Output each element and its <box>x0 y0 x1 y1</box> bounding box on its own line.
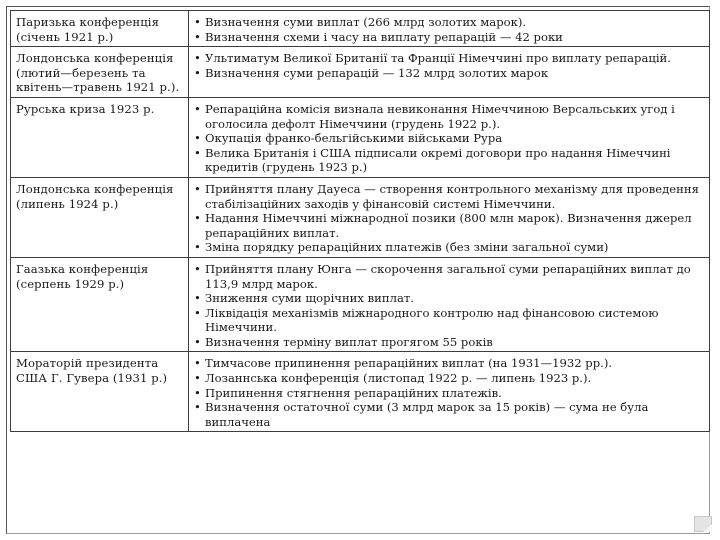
facts-cell <box>189 177 710 257</box>
facts-cell <box>189 47 710 98</box>
bullet-icon: • <box>194 400 201 415</box>
fact-text: Прийняття плану Дауеса — створення контрольного механізму для проведення стабілізаційних заходів у фінансовій системі Німеччини. <box>205 181 699 211</box>
list-item <box>194 356 704 371</box>
fact-text: Прийняття плану Юнга — скорочення загальної суми репараційних виплат до 113,9 млрд марок. <box>205 261 691 291</box>
facts-list <box>194 262 704 350</box>
event-cell: Паризька конференція (січень 1921 р.) <box>11 11 189 47</box>
fact-text: Припинення стягнення репараційних платежів. <box>205 385 502 400</box>
reparations-table <box>10 10 710 432</box>
fact-text: Велика Британія і США підписали окремі договори про надання Німеччині кредитів (грудень 1923 р.) <box>205 145 671 175</box>
bullet-icon: • <box>194 291 201 306</box>
event-cell: Гаазька конференція (серпень 1929 р.) <box>11 257 189 352</box>
list-item <box>194 131 704 146</box>
list-item <box>194 211 704 240</box>
facts-cell <box>189 11 710 47</box>
facts-list <box>194 15 704 44</box>
fact-text: Зниження суми щорічних виплат. <box>205 291 414 306</box>
list-item <box>194 15 704 30</box>
list-item <box>194 102 704 131</box>
fact-text: Тимчасове припинення репараційних виплат (на 1931—1932 рр.). <box>205 356 613 371</box>
table-row <box>11 47 710 98</box>
facts-list <box>194 51 704 80</box>
event-cell: Рурська криза 1923 р. <box>11 97 189 177</box>
bullet-icon: • <box>194 261 201 276</box>
event-cell: Лондонська конференція (липень 1924 р.) <box>11 177 189 257</box>
fact-text: Зміна порядку репараційних платежів (без зміни загальної суми) <box>205 240 609 255</box>
table-row <box>11 11 710 47</box>
list-item <box>194 306 704 335</box>
list-item <box>194 371 704 386</box>
list-item <box>194 400 704 429</box>
table-row <box>11 97 710 177</box>
list-item <box>194 262 704 291</box>
list-item <box>194 182 704 211</box>
bullet-icon: • <box>194 181 201 196</box>
fact-text: Ультиматум Великої Британії та Франції Німеччині про виплату репарацій. <box>205 51 671 66</box>
bullet-icon: • <box>194 385 201 400</box>
list-item <box>194 240 704 255</box>
bullet-icon: • <box>194 29 201 44</box>
bullet-icon: • <box>194 131 201 146</box>
bullet-icon: • <box>194 334 201 349</box>
bullet-icon: • <box>194 211 201 226</box>
list-item <box>194 30 704 45</box>
list-item <box>194 291 704 306</box>
bullet-icon: • <box>194 101 201 116</box>
bullet-icon: • <box>194 51 201 66</box>
event-cell: Мораторій президента США Г. Гувера (1931 р.) <box>11 352 189 432</box>
facts-list <box>194 356 704 429</box>
fact-text: Надання Німеччині міжнародної позики (800 млн марок). Визначення джерел репараційних виплат. <box>205 211 692 240</box>
fact-text: Визначення суми виплат (266 млрд золотих марок). <box>205 15 527 29</box>
facts-cell <box>189 352 710 432</box>
fact-text: Окупація франко-бельгійськими військами Рура <box>205 131 503 146</box>
table-row <box>11 352 710 432</box>
list-item <box>194 386 704 401</box>
fact-text: Ліквідація механізмів міжнародного контролю над фінансовою системою Німеччини. <box>205 305 659 335</box>
facts-cell <box>189 257 710 352</box>
bullet-icon: • <box>194 145 201 160</box>
facts-list <box>194 182 704 255</box>
fact-text: Визначення терміну виплат прогягом 55 років <box>205 334 493 349</box>
bullet-icon: • <box>194 356 201 371</box>
fact-text: Визначення остаточної суми (3 млрд марок за 15 років) — сума не була виплачена <box>205 400 649 429</box>
fact-text: Визначення суми репарацій — 132 млрд золотих марок <box>205 65 549 80</box>
facts-list <box>194 102 704 175</box>
fact-text: Лозаннська конференція (листопад 1922 р. — липень 1923 р.). <box>205 371 592 386</box>
bullet-icon: • <box>194 240 201 255</box>
table-row <box>11 257 710 352</box>
bullet-icon: • <box>194 305 201 320</box>
facts-cell <box>189 97 710 177</box>
table-row <box>11 177 710 257</box>
fact-text: Визначення схеми і часу на виплату репарацій — 42 роки <box>205 29 563 44</box>
bullet-icon: • <box>194 371 201 386</box>
bullet-icon: • <box>194 15 201 29</box>
bullet-icon: • <box>194 65 201 80</box>
list-item <box>194 146 704 175</box>
page-corner-icon[interactable] <box>694 516 712 532</box>
fact-text: Репараційна комісія визнала невиконання Німеччиною Версальських угод і оголосила дефолт Німеччини (грудень 1922 р.). <box>205 101 675 131</box>
list-item <box>194 335 704 350</box>
list-item <box>194 66 704 81</box>
list-item <box>194 51 704 66</box>
event-cell: Лондонська конференція (лютий—березень та квітень—травень 1921 р.). <box>11 47 189 98</box>
